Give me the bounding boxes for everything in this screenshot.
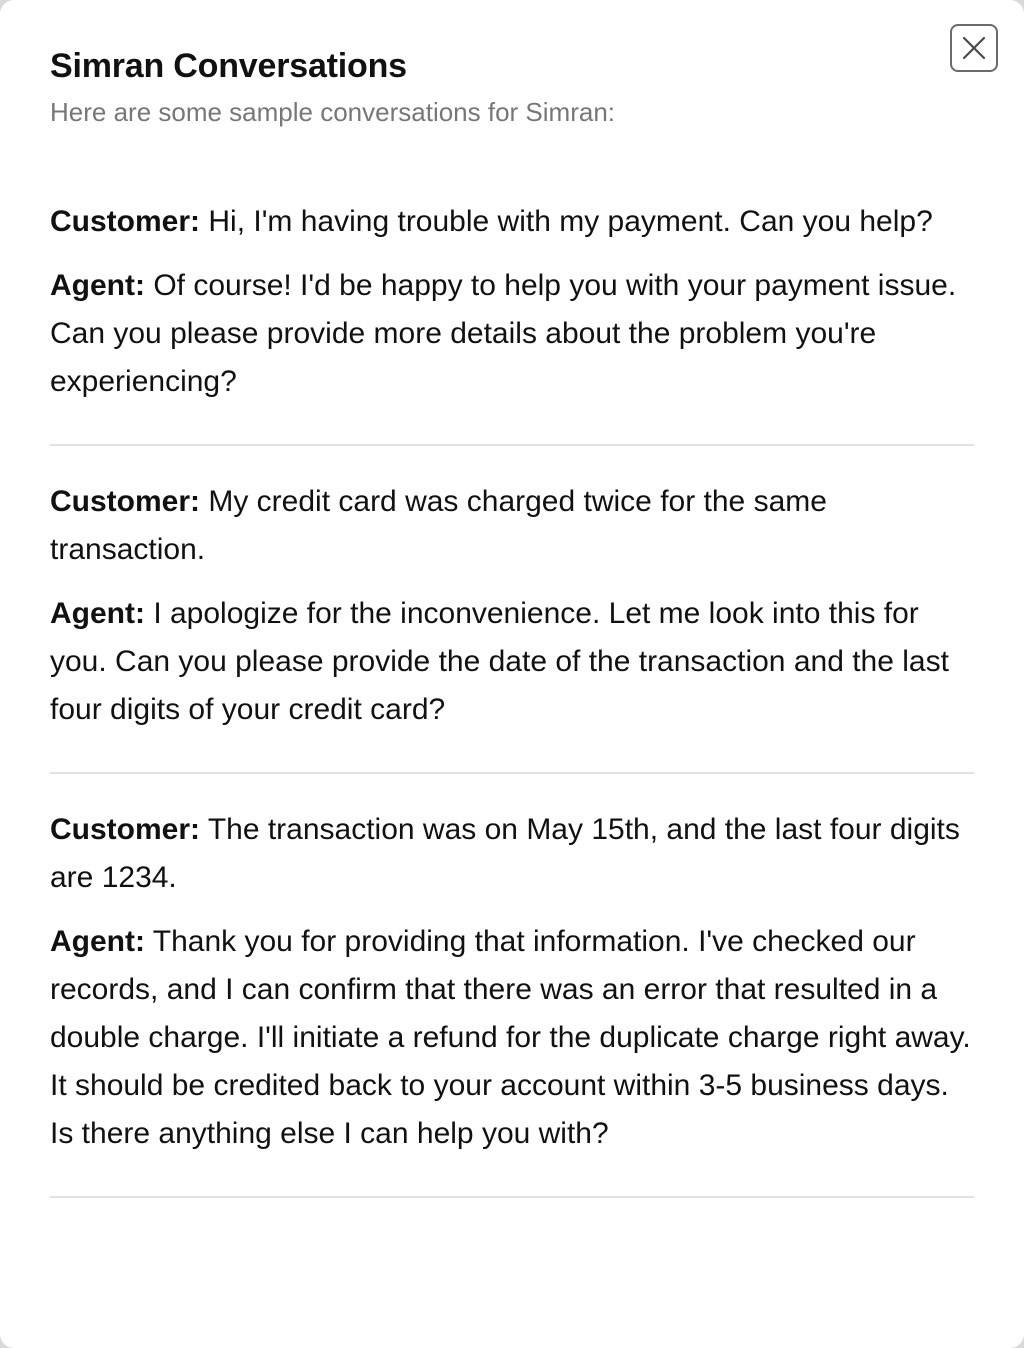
close-icon xyxy=(960,34,988,62)
customer-message xyxy=(50,478,974,574)
customer-message xyxy=(50,806,974,902)
conversation-item xyxy=(50,198,974,446)
customer-message-text: Hi, I'm having trouble with my payment. Can you help? xyxy=(208,205,933,238)
conversation-item xyxy=(50,478,974,774)
agent-message-text: Thank you for providing that information. I've checked our records, and I can confirm that there was an error that resulted in a double charge. I'll initiate a refund for the duplicate charge right away. It should be credited back to your account within 3-5 business days. Is there anything else I can help you with? xyxy=(50,925,971,1150)
agent-message xyxy=(50,262,974,406)
modal-title: Simran Conversations xyxy=(50,47,407,85)
modal-subtitle: Here are some sample conversations for Simran: xyxy=(50,97,616,127)
close-button[interactable] xyxy=(950,24,998,72)
agent-speaker-label: Agent: xyxy=(50,269,145,302)
customer-message xyxy=(50,198,974,246)
customer-message-text: My credit card was charged twice for the same transaction. xyxy=(50,485,827,566)
agent-speaker-label: Agent: xyxy=(50,597,145,630)
conversation-item xyxy=(50,806,974,1198)
agent-message-text: I apologize for the inconvenience. Let me look into this for you. Can you please provide the date of the transaction and the last four digits of your credit card? xyxy=(50,597,949,726)
agent-message xyxy=(50,918,974,1158)
agent-message xyxy=(50,590,974,734)
modal-header xyxy=(50,44,930,128)
agent-speaker-label: Agent: xyxy=(50,925,145,958)
conversation-list xyxy=(50,198,974,1230)
customer-speaker-label: Customer: xyxy=(50,485,201,518)
customer-message-text: The transaction was on May 15th, and the last four digits are 1234. xyxy=(50,813,960,894)
agent-message-text: Of course! I'd be happy to help you with your payment issue. Can you please provide more details about the problem you're experiencing? xyxy=(50,269,957,398)
customer-speaker-label: Customer: xyxy=(50,813,201,846)
customer-speaker-label: Customer: xyxy=(50,205,201,238)
